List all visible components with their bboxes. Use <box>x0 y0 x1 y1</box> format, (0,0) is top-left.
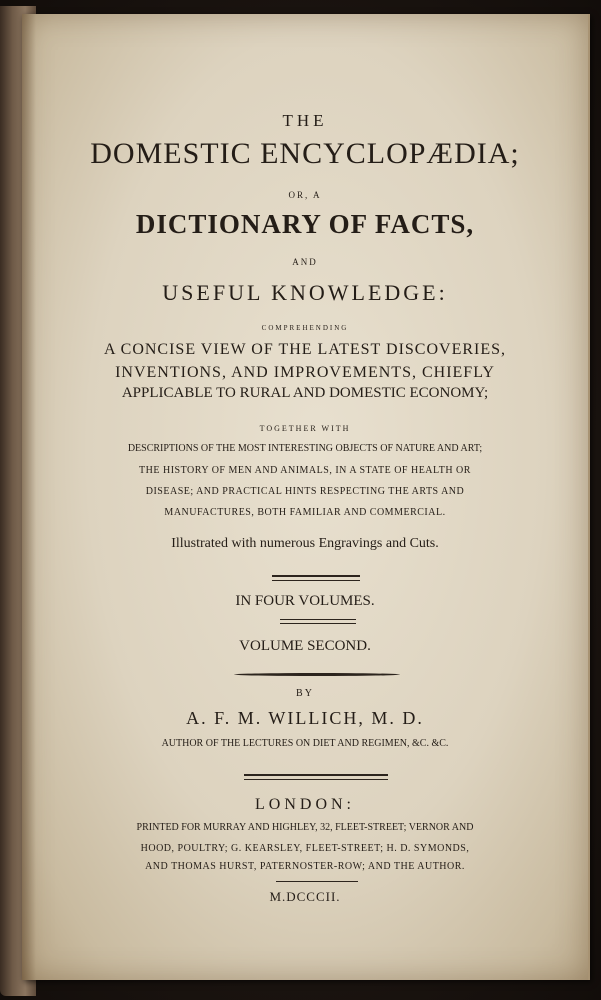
main-title: DOMESTIC ENCYCLOPÆDIA; <box>90 137 520 170</box>
volumes-count: IN FOUR VOLUMES. <box>235 593 375 609</box>
printer-line-2: HOOD, POULTRY; G. KEARSLEY, FLEET-STREET; H. D. SYMONDS, <box>140 843 470 854</box>
together-with-label: TOGETHER WITH <box>259 424 351 433</box>
description-line-4: MANUFACTURES, BOTH FAMILIAR AND COMMERCIAL. <box>164 507 446 518</box>
publication-year: M.DCCCII. <box>269 889 341 904</box>
subtitle-dictionary: DICTIONARY OF FACTS, <box>135 209 475 239</box>
volume-rule-bottom <box>280 623 356 624</box>
printer-line-3: AND THOMAS HURST, PATERNOSTER-ROW; AND THE AUTHOR. <box>145 861 465 872</box>
volume-number: VOLUME SECOND. <box>239 638 371 654</box>
ornamental-rule <box>234 673 400 676</box>
and-label: AND <box>292 257 318 267</box>
concise-line-2: INVENTIONS, AND IMPROVEMENTS, CHIEFLY <box>115 364 495 381</box>
description-line-2: THE HISTORY OF MEN AND ANIMALS, IN A STATE OF HEALTH OR <box>139 465 471 476</box>
subtitle-knowledge: USEFUL KNOWLEDGE: <box>162 280 448 305</box>
volume-rule-top <box>280 619 356 620</box>
double-rule-top <box>272 575 360 577</box>
double-rule-bottom <box>272 580 360 581</box>
place-of-publication: LONDON: <box>255 796 355 813</box>
imprint-rule-bottom <box>244 779 388 780</box>
or-a-label: OR, A <box>288 190 322 200</box>
author-note: AUTHOR OF THE LECTURES ON DIET AND REGIMEN, &C. &C. <box>161 738 449 749</box>
year-rule <box>276 881 358 882</box>
author-name: A. F. M. WILLICH, M. D. <box>186 708 424 728</box>
the-label: THE <box>282 111 328 130</box>
imprint-rule-top <box>244 774 388 776</box>
illustrated-note: Illustrated with numerous Engravings and Cuts. <box>171 536 439 551</box>
description-line-1: DESCRIPTIONS OF THE MOST INTERESTING OBJECTS OF NATURE AND ART; <box>127 443 483 454</box>
description-line-3: DISEASE; AND PRACTICAL HINTS RESPECTING THE ARTS AND <box>145 486 465 497</box>
by-label: BY <box>296 688 314 699</box>
concise-line-1: A CONCISE VIEW OF THE LATEST DISCOVERIES, <box>103 341 507 358</box>
printer-line-1: PRINTED FOR MURRAY AND HIGHLEY, 32, FLEET-STREET; VERNOR AND <box>136 822 474 833</box>
comprehending-label: COMPREHENDING <box>261 324 349 332</box>
concise-line-3: APPLICABLE TO RURAL AND DOMESTIC ECONOMY; <box>121 385 489 401</box>
